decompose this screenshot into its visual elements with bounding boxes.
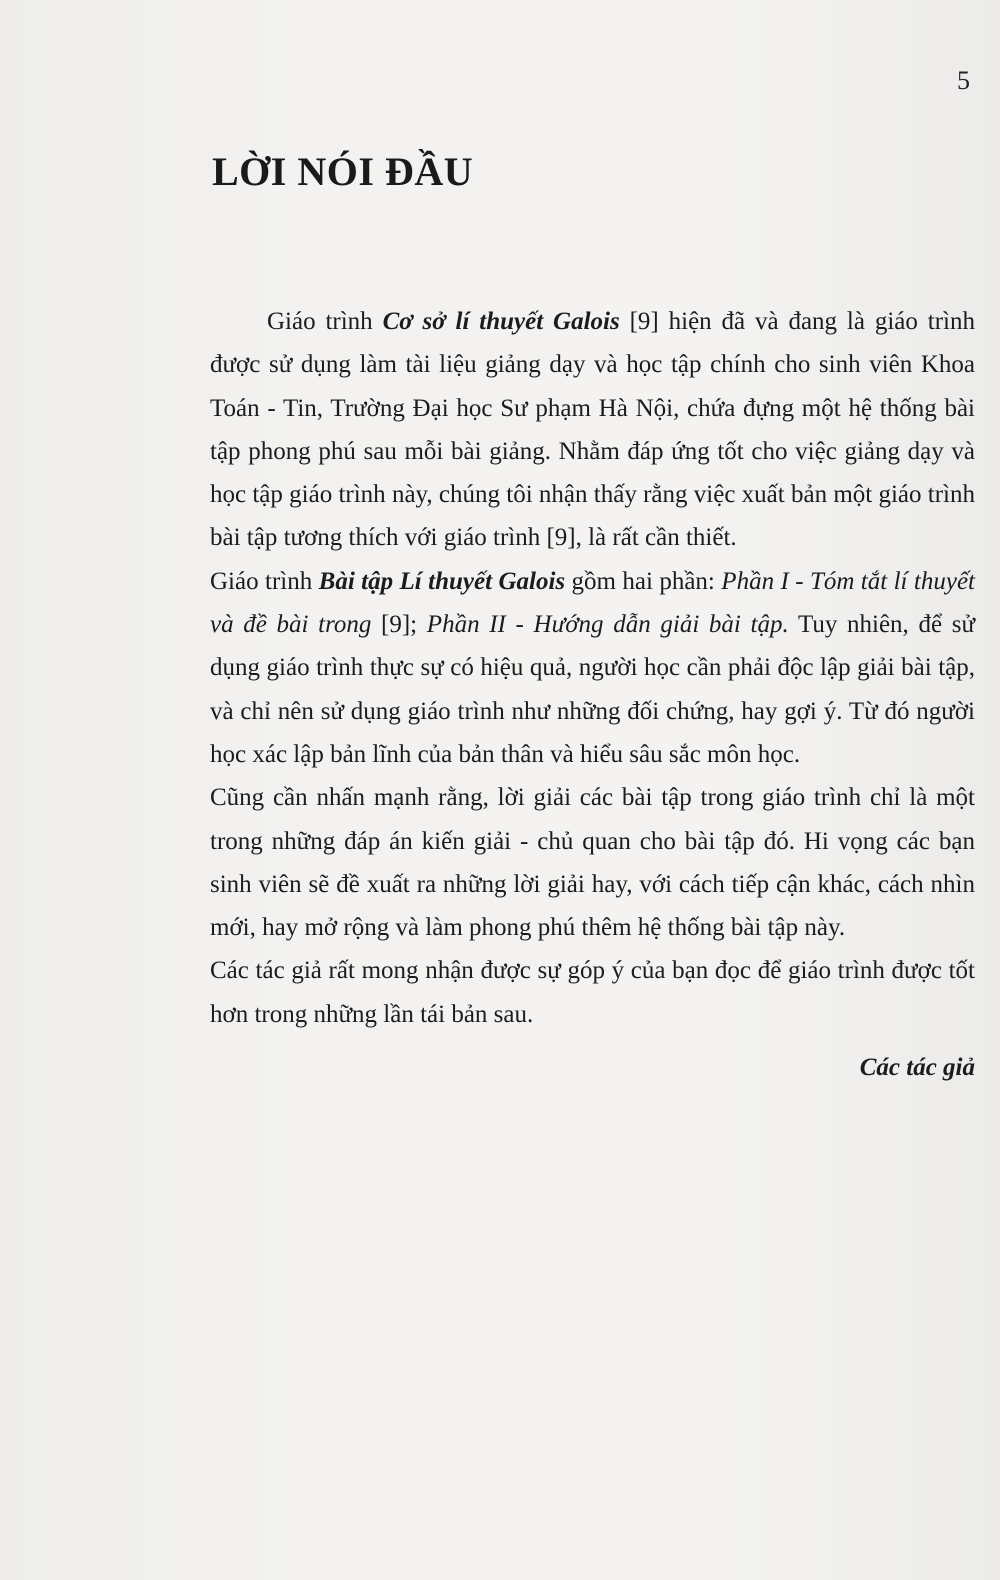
- part-1-title: Phần I - Tóm tắt lí thuyết và đề bài trong: [210, 567, 975, 639]
- book-title-galois-exercises: Bài tập Lí thuyết Galois: [318, 567, 566, 595]
- page-title: LỜI NÓI ĐẦU: [212, 149, 474, 194]
- paragraph-2: [210, 560, 975, 776]
- paragraph-2-text-b: gồm hai phần:: [565, 567, 722, 595]
- paragraph-1-text-b: [9] hiện đã và đang là giáo trình được sử dụng làm tài liệu giảng dạy và học tập chính cho sinh viên Khoa Toán - Tin, Trường Đại học Sư phạm Hà Nội, chứa đựng một hệ thống bài tập phong phú sau mỗi bài giảng. Nhằm đáp ứng tốt cho việc giảng dạy và học tập giáo trình này, chúng tôi nhận thấy rằng việc xuất bản một giáo trình bài tập tương thích với giáo trình [9], là rất cần thiết.: [210, 308, 975, 552]
- paragraph-2-text-d: Tuy nhiên, để sử dụng giáo trình thực sự có hiệu quả, người học cần phải độc lập giải bài tập, và chỉ nên sử dụng giáo trình như những đối chứng, hay gợi ý. Từ đó người học xác lập bản lĩnh của bản thân và hiểu sâu sắc môn học.: [210, 611, 976, 768]
- preface-body: [210, 300, 975, 1089]
- part-2-title: Phần II - Hướng dẫn giải bài tập.: [426, 611, 789, 639]
- paragraph-1: [210, 300, 975, 560]
- paragraph-1-text-a: Giáo trình: [267, 308, 383, 335]
- book-title-galois-basics: Cơ sở lí thuyết Galois: [382, 308, 620, 335]
- signature: Các tác giả: [859, 1054, 975, 1082]
- paragraph-4: Các tác giả rất mong nhận được sự góp ý của bạn đọc để giáo trình được tốt hơn trong những lần tái bản sau.: [210, 957, 975, 1028]
- paragraph-2-text-a: Giáo trình: [210, 567, 319, 595]
- page-number: 5: [957, 66, 970, 95]
- paragraph-3: Cũng cần nhấn mạnh rằng, lời giải các bài tập trong giáo trình chỉ là một trong những đáp án kiến giải - chủ quan cho bài tập đó. Hi vọng các bạn sinh viên sẽ đề xuất ra những lời giải hay, với cách tiếp cận khác, cách nhìn mới, hay mở rộng và làm phong phú thêm hệ thống bài tập này.: [210, 784, 975, 942]
- paragraph-2-text-c: [9];: [371, 611, 427, 639]
